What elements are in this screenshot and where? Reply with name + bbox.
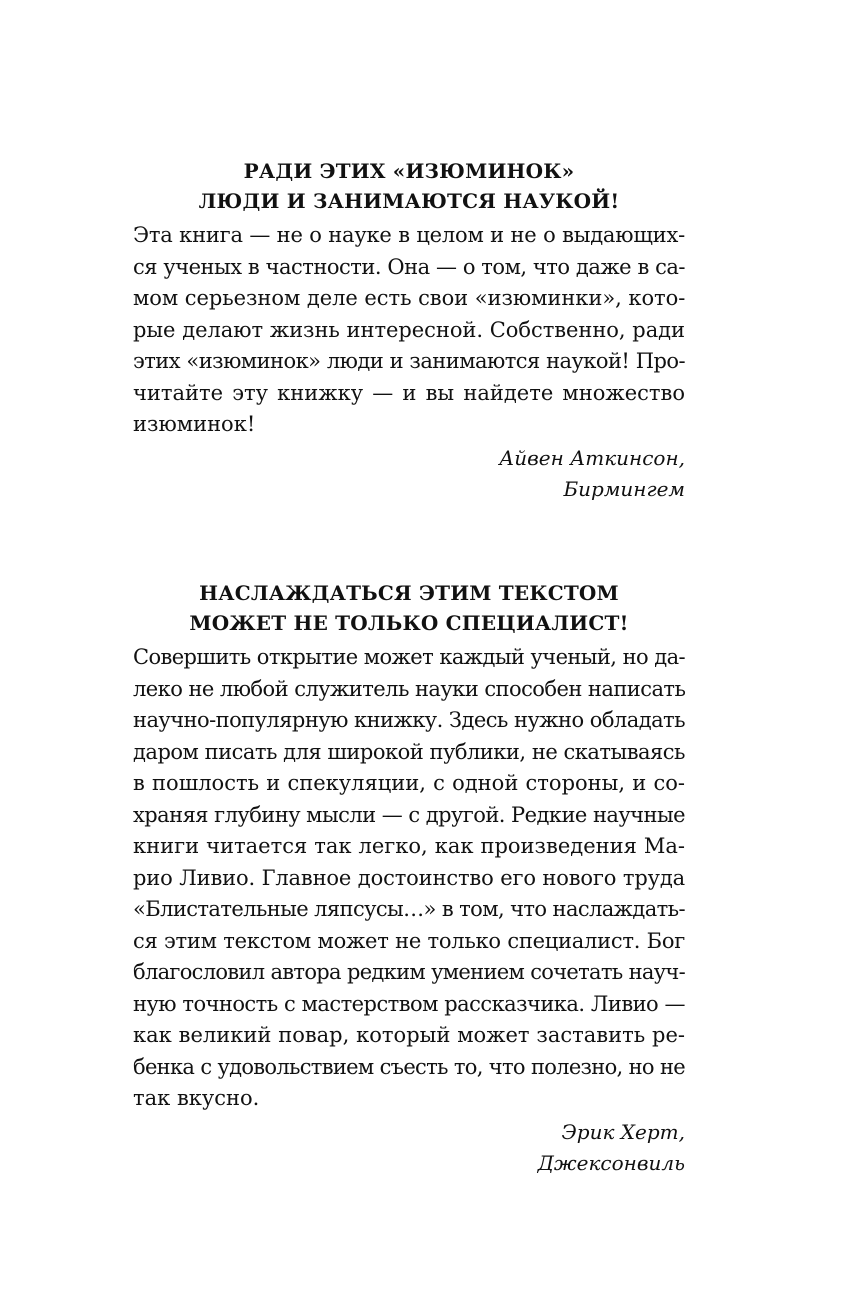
text-line: так вкусно. [133, 1086, 260, 1110]
author-city: Бирмингем [563, 477, 685, 501]
author-name: Айвен Аткинсон, [499, 445, 685, 470]
text-line: мом серьезном деле есть свои «изюминки», кото- [133, 286, 686, 310]
review-signature [133, 443, 685, 506]
text-line: Эта книга — не о науке в целом и не о выдающих- [133, 223, 685, 247]
text-line: читайте эту книжку — и вы найдете множество [133, 380, 685, 405]
text-line: храняя глубину мысли — с другой. Редкие научные [133, 802, 685, 827]
text-line: научно-популярную книжку. Здесь нужно обладать [133, 708, 685, 732]
heading-line: МОЖЕТ НЕ ТОЛЬКО СПЕЦИАЛИСТ! [189, 611, 629, 635]
text-line: ную точность с мастерством рассказчика. Ливио — [133, 991, 685, 1016]
heading-line: РАДИ ЭТИХ «ИЗЮМИНОК» [243, 159, 575, 183]
text-line: книги читается так легко, как произведения Ма- [133, 834, 685, 858]
review-block [133, 578, 685, 1180]
review-text [133, 642, 685, 1115]
text-line: леко не любой служитель науки способен написать [133, 676, 686, 701]
text-line: даром писать для широкой публики, не скатываясь [133, 739, 685, 764]
text-line: благословил автора редким умением сочетать науч- [133, 960, 685, 984]
author-city: Джексонвиль [537, 1151, 685, 1175]
text-line: ся этим текстом может не только специалист. Бог [133, 928, 685, 953]
review-block [133, 156, 685, 506]
text-line: в пошлость и спекуляции, с одной стороны, и со- [133, 771, 685, 795]
heading-line: НАСЛАЖДАТЬСЯ ЭТИМ ТЕКСТОМ [199, 581, 619, 605]
text-line: как великий повар, который может заставить ре- [133, 1023, 685, 1047]
author-name: Эрик Херт, [561, 1119, 685, 1144]
text-line: «Блистательные ляпсусы…» в том, что наслаждать- [133, 897, 685, 921]
text-line: рые делают жизнь интересной. Собственно, ради [133, 317, 685, 342]
text-line: рио Ливио. Главное достоинство его нового труда [133, 865, 685, 890]
text-line: этих «изюминок» люди и занимаются наукой! Про- [133, 349, 685, 373]
text-line: ся ученых в частности. Она — о том, что даже в са- [133, 254, 685, 279]
review-text [133, 220, 685, 441]
text-line: изюминок! [133, 412, 256, 436]
text-line: Совершить открытие может каждый ученый, но да- [133, 645, 685, 669]
review-heading [133, 156, 685, 216]
review-signature [133, 1117, 685, 1180]
text-line: бенка с удовольствием съесть то, что полезно, но не [133, 1054, 685, 1079]
review-heading [133, 578, 685, 638]
heading-line: ЛЮДИ И ЗАНИМАЮТСЯ НАУКОЙ! [198, 189, 620, 213]
